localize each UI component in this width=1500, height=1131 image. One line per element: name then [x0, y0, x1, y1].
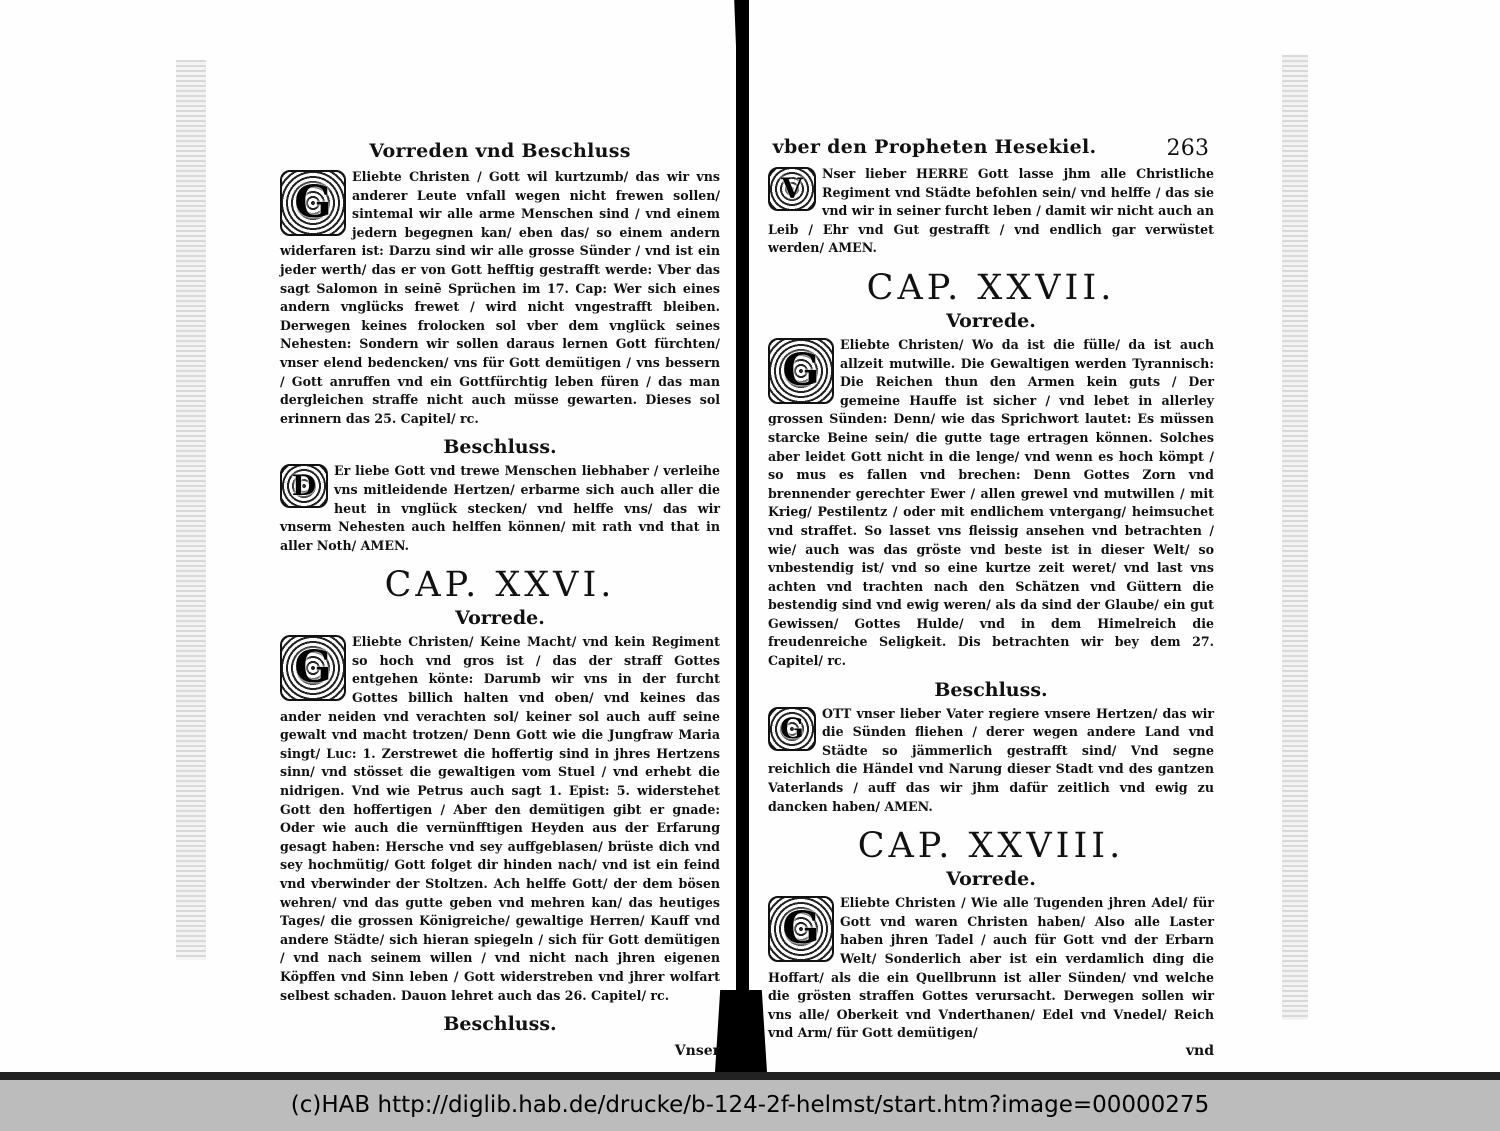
section-heading: Beschluss.	[443, 436, 557, 459]
decorated-initial: G	[768, 896, 834, 962]
page-number: 263	[1166, 136, 1210, 161]
section-heading: Vorrede.	[946, 868, 1036, 891]
chapter-heading: CAP. XXVIII.	[857, 826, 1125, 867]
chapter-heading: CAP. XXVII.	[866, 267, 1116, 308]
section-heading: Vorrede.	[946, 309, 1036, 332]
decorated-initial: G	[280, 170, 346, 236]
decorated-initial: G	[768, 338, 834, 404]
section-heading: Beschluss.	[934, 678, 1048, 701]
section-heading: Beschluss.	[443, 1013, 557, 1036]
left-page	[280, 140, 720, 1059]
right-page-edge	[1282, 55, 1308, 1020]
decorated-initial: D	[280, 464, 328, 508]
decorated-initial: G	[280, 635, 346, 701]
conclusion-paragraph	[280, 462, 720, 555]
running-head: Vorreden vnd Beschluss	[369, 140, 631, 162]
preface-paragraph	[280, 633, 720, 1005]
preface-paragraph	[768, 336, 1214, 671]
footer-divider	[0, 1072, 1500, 1080]
chapter-heading: CAP. XXVI.	[384, 565, 616, 606]
left-page-edge	[176, 60, 206, 960]
conclusion-text: Er liebe Gott vnd trewe Menschen liebhaber / verleihe vns mitleidende Hertzen/ erbarme sich auch aller die heut in vnglück stecken/ vnd helffe vns/ das wir vnserm Nehesten auch helffen können/ mit rath vnd that in aller Noth/ AMEN.	[280, 463, 720, 553]
catchword: Vnser	[674, 1043, 720, 1060]
continuation-paragraph	[768, 165, 1214, 258]
conclusion-text: OTT vnser lieber Vater regiere vnsere Hertzen/ das wir die Sünden fliehen / derer wegen andere Land vnd Städte so jämmerlich gestrafft sind/ Vnd segne reichlich die Händel vnd Narung dieser Stadt vnd des gantzen Vaterlands / auff das wir jhm dafür zeitlich vnd ewig zu dancken haben/ AMEN.	[768, 705, 1214, 814]
conclusion-paragraph	[768, 705, 1214, 817]
book-gutter	[736, 0, 749, 1072]
decorated-initial: V	[768, 167, 816, 211]
preface-text: Eliebte Christen / Wie alle Tugenden jhren Adel/ für Gott vnd waren Christen haben/ Also alle Laster haben jhren Tadel / auch für Gott vnd der Erbarn Welt/ Sonderlich aber ist ein verdamlich ding die Hoffart/ als die ein Quellbrunn ist aller Sünden/ vnd welche die grösten straffen Gottes verursacht. Derwegen sollen wir vns alle/ Oberkeit vnd Vnderthanen/ Edel vnd Vnedel/ Reich vnd Arm/ für Gott demütigen/	[768, 895, 1214, 1041]
decorated-initial: G	[768, 707, 816, 751]
preface-paragraph	[768, 894, 1214, 1043]
gutter-shadow-bottom	[715, 990, 767, 1072]
running-head: vber den Propheten Hesekiel.	[772, 136, 1097, 158]
preface-text: Eliebte Christen / Gott wil kurtzumb/ das wir vns anderer Leute vnfall wegen nicht frewen sollen/ sintemal wir alle arme Menschen sind / vnd einem jedern begegnen kan/ eben das/ so einem andern widerfaren ist: Darzu sind wir alle grosse Sünder / vnd ist ein jeder werth/ das er von Gott hefftig gestrafft werde: Vber das sagt Salomon in seinē Sprüchen im 17. Cap: Wer sich eines andern vnglücks frewet / wird nicht vngestrafft bleiben. Derwegen keines frolocken sol vber dem vnglück seines Nehesten: Sondern wir sollen daraus lernen Gott fürchten/ vnser elend bedencken/ vns für Gott demütigen / vns bessern / Gott anruffen vnd ein Gottfürchtig leben füren / das man dergleichen straffe nicht auch müsse gewarten. Dieses sol erinnern das 25. Capitel/ rc.	[280, 169, 720, 426]
preface-text: Eliebte Christen/ Wo da ist die fülle/ da ist auch allzeit mutwille. Die Gewaltigen werden Tyrannisch: Die Reichen thun den Armen kein guts / Der gemeine Hauffe ist sicher / vnd lebet in allerley grossen Sünden: Denn/ wie das Sprichwort lautet: Es müssen starcke Beine sein/ die gutte tage ertragen können. Solches aber leidet Gott nicht in die lenge/ vnd wenn es hoch kömpt / so mus es fallen vnd brechen: Denn Gottes Zorn vnd brennender gerechter Ewer / allen grewel vnd mutwillen / mit Krieg/ Pestilentz / oder mit endlichem vntergang/ heimsuchet vnd straffet. So lasset vns fleissig ansehen vnd betrachten / wie/ auch was das gröste vnd beste ist in dieser Welt/ so vnbestendig ist/ vnd so eine kurtze zeit weret/ vnd last vns achten vnd trachten nach den Schätzen vnd Güttern die bestendig sind vnd ewig weren/ als da sind der Glaube/ ein gut Gewissen/ Gottes Hulde/ vnd in dem Himelreich die freudenreiche Seligkeit. Dis betrachten wir bey dem 27. Capitel/ rc.	[768, 336, 1214, 669]
catchword: vnd	[1185, 1042, 1214, 1059]
section-heading: Vorrede.	[455, 607, 545, 630]
preface-text: Eliebte Christen/ Keine Macht/ vnd kein Regiment so hoch vnd gros ist / das der straff Gottes entgehen könte: Darumb wir vns in der furcht Gottes billich halten vnd oben/ vnd keines das ander neiden vnd verachten sol/ keiner sol auch auff seine gewalt vnd macht trotzen/ Denn Gott wie die Jungfraw Maria singt/ Luc: 1. Zerstrewet die hoffertig sind in jhres Hertzens sinn/ vnd stösset die gewaltigen vom Stuel / vnd erhebt die nidrigen. Vnd wie Petrus auch sagt 1. Epist: 5. widerstehet Gott den hoffertigen / Aber den demütigen gibt er gnade: Oder wie auch die vernünfftigen Heyden aus der Erfarung gesagt haben: Hersche vnd sey auffgeblasen/ brüste dich vnd sey hochmütig/ Gott folget dir hinden nach/ vnd ist ein feind vnd vberwinder der Stoltzen. Ach helffe Gott/ der dem bösen wehren/ vnd das gutte geben vnd mehren kan/ das heutiges Tages/ die grossen Königreiche/ gewaltige Herren/ Kauff vnd andere Städte/ sich hieran spiegeln / sich für Gott demütigen / vnd nach seinem willen / vnd nicht nach jhren eigenen Köpffen vnd Sinn leben / Gott widerstreben vnd jhrer wolfart selbest schaden. Dauon lehret auch das 26. Capitel/ rc.	[280, 634, 720, 1003]
running-head-row	[768, 136, 1214, 161]
preface-paragraph	[280, 168, 720, 428]
continuation-text: Nser lieber HERRE Gott lasse jhm alle Christliche Regiment vnd Städte befohlen sein/ vnd helffe / das sie vnd wir in seiner furcht leben / damit wir nicht auch an Leib / Ehr vnd Gut gestrafft / vnd endlich gar verwüstet werden/ AMEN.	[768, 166, 1214, 256]
right-page	[768, 136, 1214, 1059]
copyright-footer: (c)HAB http://diglib.hab.de/drucke/b-124-2f-helmst/start.htm?image=00000275	[0, 1080, 1500, 1131]
